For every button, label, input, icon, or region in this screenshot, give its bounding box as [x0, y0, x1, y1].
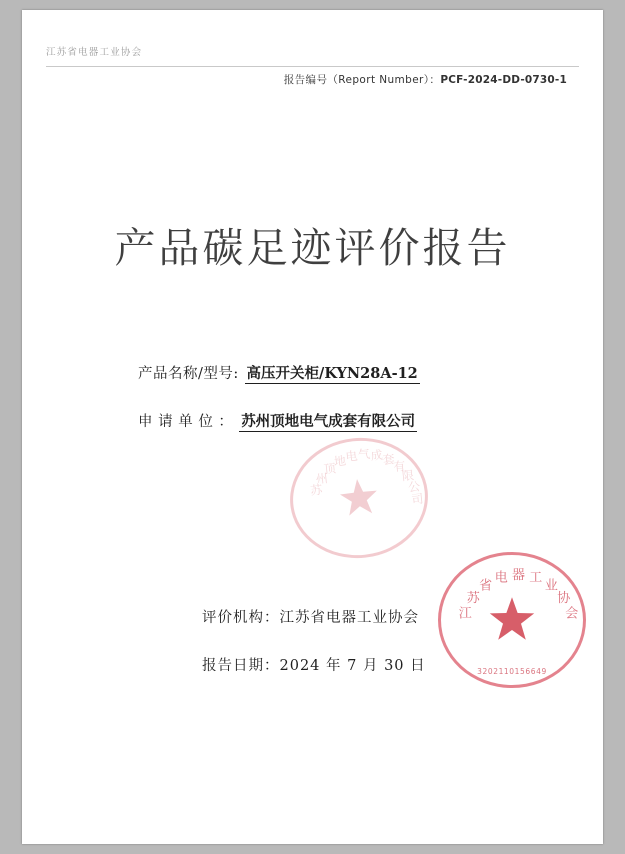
evaluation-agency: 评价机构：江苏省电器工业协会 — [202, 610, 419, 626]
applicant-label: 申 请 单 位 ： — [138, 414, 234, 430]
field-list — [22, 362, 603, 458]
header-divider — [46, 66, 579, 67]
agency-seal-arc-text: 江 苏 省 电 器 工 业 协 会 — [458, 568, 579, 622]
field-row — [22, 362, 603, 410]
report-number-value: PCF-2024-DD-0730-1 — [440, 74, 567, 86]
field-row — [22, 410, 603, 458]
report-date: 报告日期：2024 年 7 月 30 日 — [202, 658, 426, 674]
page-title: 产品碳足迹评价报告 — [114, 224, 511, 272]
product-name-label: 产品名称/型号: — [138, 366, 239, 382]
footer-info — [22, 606, 603, 702]
agency-seal-code: 3202110156649 — [477, 667, 547, 676]
star-icon — [337, 474, 381, 518]
report-number — [284, 72, 567, 87]
applicant-value: 苏州顶地电气成套有限公司 — [241, 413, 416, 430]
header-organization: 江苏省电器工业协会 — [46, 47, 143, 58]
report-number-label: 报告编号（Report Number）： — [283, 74, 441, 86]
document-page — [22, 10, 603, 844]
applicant-seal-arc-text: 苏 州 顶 地 电 气 成 套 有 限 公 司 — [309, 446, 425, 507]
product-name-value: 高压开关柜/KYN28A-12 — [246, 365, 418, 382]
page-header — [22, 38, 603, 68]
